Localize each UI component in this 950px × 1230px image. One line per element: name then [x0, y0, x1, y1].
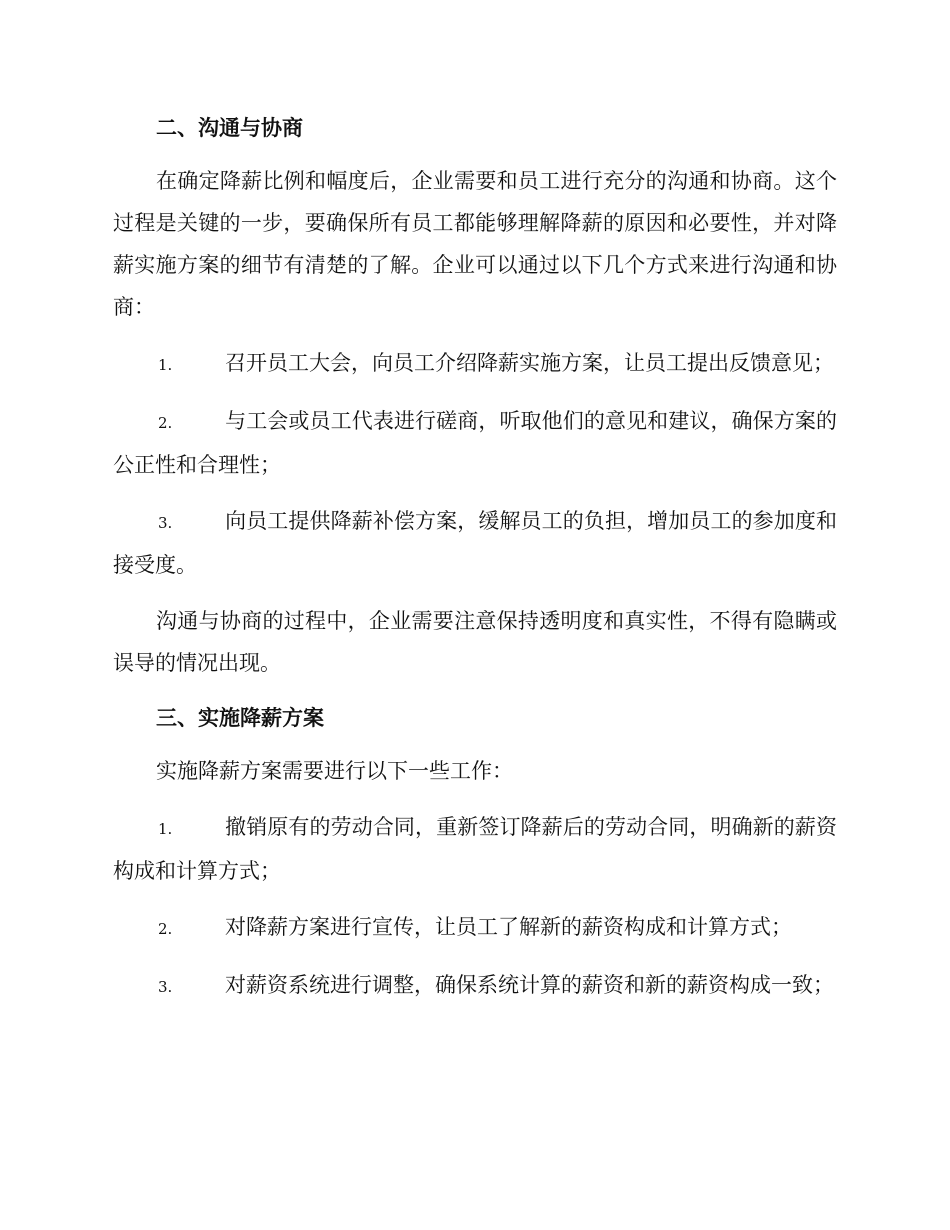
- list-item: [113, 964, 837, 1008]
- document-body: [113, 108, 837, 1022]
- list-item-number: 2.: [158, 414, 173, 432]
- list-item: [113, 342, 837, 386]
- list-item-text: 对降薪方案进行宣传，让员工了解新的薪资构成和计算方式；: [225, 915, 792, 939]
- list-item: [113, 500, 837, 586]
- list-item-text: 撤销原有的劳动合同，重新签订降薪后的劳动合同，明确新的薪资构成和计算方式；: [113, 815, 837, 883]
- list-item-text: 向员工提供降薪补偿方案，缓解员工的负担，增加员工的参加度和接受度。: [113, 509, 837, 577]
- section-heading: 三、实施降薪方案: [156, 706, 324, 730]
- paragraph: 在确定降薪比例和幅度后，企业需要和员工进行充分的沟通和协商。这个过程是关键的一步，要确保所有员工都能够理解降薪的原因和必要性，并对降薪实施方案的细节有清楚的了解。企业可以通过以下几个方式来进行沟通和协商：: [113, 169, 837, 319]
- list-item: [113, 400, 837, 486]
- list-item-number: 3.: [158, 978, 173, 996]
- list-item-number: 1.: [158, 820, 173, 838]
- list-item: [113, 906, 837, 950]
- list-item-text: 对薪资系统进行调整，确保系统计算的薪资和新的薪资构成一致；: [225, 973, 834, 997]
- section-heading: 二、沟通与协商: [156, 116, 303, 140]
- list-item-number: 3.: [158, 514, 173, 532]
- list-item: [113, 806, 837, 892]
- paragraph: 沟通与协商的过程中，企业需要注意保持透明度和真实性，不得有隐瞒或误导的情况出现。: [113, 609, 837, 675]
- paragraph: 实施降薪方案需要进行以下一些工作：: [156, 759, 513, 783]
- list-item-number: 2.: [158, 920, 173, 938]
- list-item-text: 与工会或员工代表进行磋商，听取他们的意见和建议，确保方案的公正性和合理性；: [113, 409, 837, 477]
- list-item-text: 召开员工大会，向员工介绍降薪实施方案，让员工提出反馈意见；: [225, 351, 834, 375]
- list-item-number: 1.: [158, 356, 173, 374]
